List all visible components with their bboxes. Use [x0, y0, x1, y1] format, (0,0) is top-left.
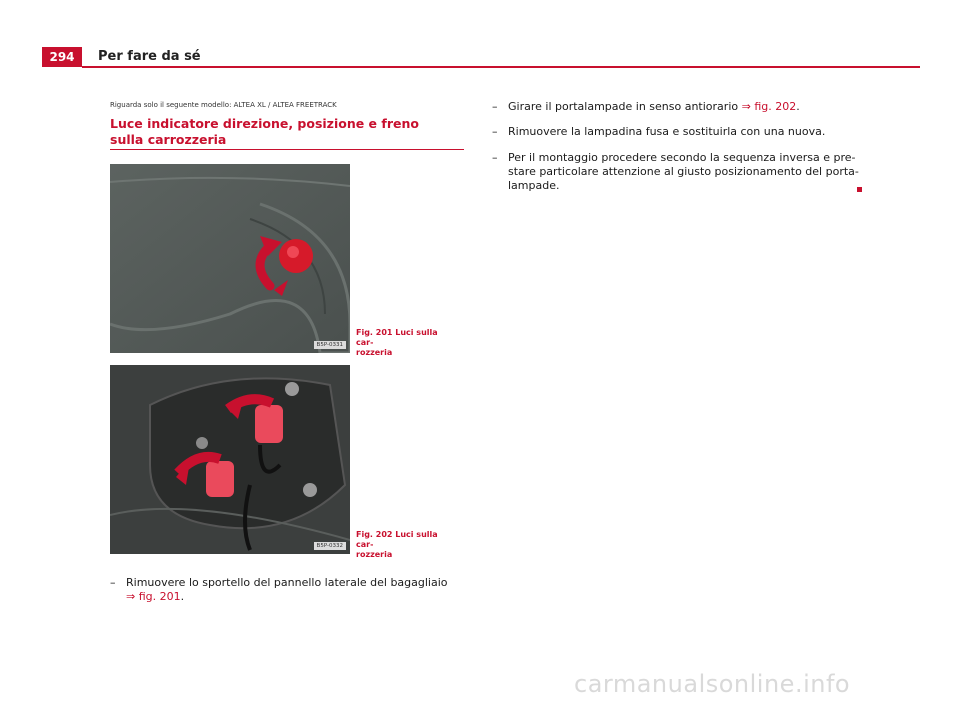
step-dash: –	[110, 576, 116, 589]
step-tail: .	[180, 590, 185, 603]
step-dash: –	[492, 100, 498, 113]
step-dash: –	[492, 151, 498, 164]
section-heading: Luce indicatore direzione, posizione e freno sulla carrozzeria	[110, 116, 419, 147]
step-text-line1: Per il montaggio procedere secondo la sequenza inversa e pre-	[508, 151, 856, 164]
step-remove-panel	[110, 576, 470, 606]
figure-201-illustration	[110, 164, 350, 353]
figure-202	[110, 365, 350, 554]
step-text-line2: stare particolare attenzione al giusto posizionamento del porta-	[508, 165, 859, 178]
figure-201-code: B5P-0331	[314, 341, 346, 349]
page-number: 294	[42, 47, 82, 67]
section-end-mark	[857, 187, 862, 192]
step-text: Girare il portalampade in senso antiorario	[508, 100, 742, 113]
step-reassemble	[492, 151, 872, 197]
header-rule	[82, 66, 920, 68]
fig-201-link[interactable]: ⇒ fig. 201	[126, 590, 181, 603]
figure-201-caption-line2: rozzeria	[356, 348, 393, 357]
section-rule	[110, 149, 464, 150]
step-replace-bulb	[492, 125, 872, 141]
figure-202-illustration	[110, 365, 350, 554]
figure-202-code: B5P-0332	[314, 542, 346, 550]
figure-202-caption-line2: rozzeria	[356, 550, 393, 559]
step-text: Rimuovere la lampadina fusa e sostituirla con una nuova.	[508, 125, 826, 138]
header-title: Per fare da sé	[98, 49, 201, 64]
figure-201-caption	[356, 328, 456, 358]
step-tail: .	[796, 100, 800, 113]
figure-201	[110, 164, 350, 353]
model-note: Riguarda solo il seguente modello: ALTEA XL / ALTEA FREETRACK	[110, 101, 337, 109]
figure-201-caption-line1: Fig. 201 Luci sulla car-	[356, 328, 438, 347]
step-dash: –	[492, 125, 498, 138]
figure-202-caption	[356, 530, 456, 560]
step-text: Rimuovere lo sportello del pannello laterale del bagagliaio	[126, 576, 448, 589]
step-rotate-holder	[492, 100, 872, 116]
watermark: carmanualsonline.info	[574, 670, 851, 698]
fig-202-link[interactable]: ⇒ fig. 202	[741, 100, 797, 113]
figure-202-caption-line1: Fig. 202 Luci sulla car-	[356, 530, 438, 549]
step-text-line3: lampade.	[508, 179, 560, 192]
